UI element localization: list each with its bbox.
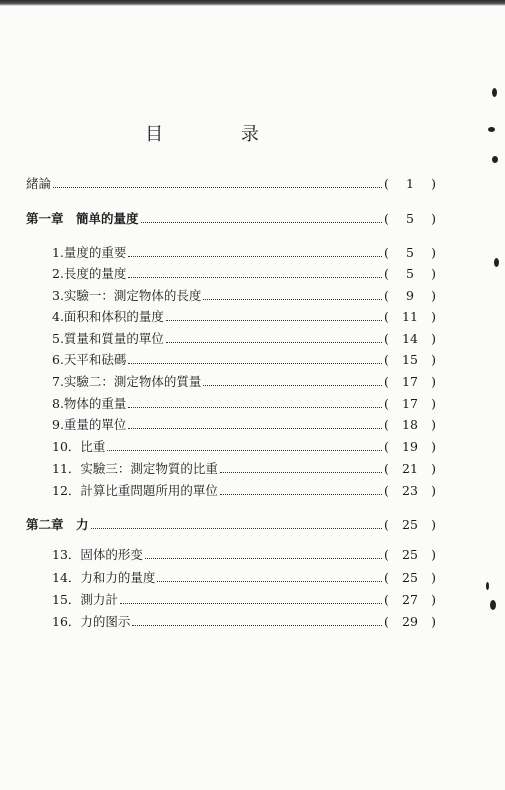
toc-page-ref <box>384 461 436 476</box>
page-number: 17 <box>402 374 418 389</box>
paren-close: ) <box>431 547 436 562</box>
paren-open: ( <box>384 417 389 432</box>
page-number: 14 <box>402 331 418 346</box>
dot-leader <box>203 376 382 386</box>
paren-open: ( <box>384 288 389 303</box>
dot-leader <box>128 247 382 257</box>
paren-close: ) <box>431 288 436 303</box>
page-number: 23 <box>402 483 418 498</box>
toc-entry <box>26 394 436 414</box>
toc-page-ref <box>384 211 436 226</box>
toc-entry <box>26 307 436 327</box>
paren-open: ( <box>384 517 389 532</box>
page-number: 19 <box>402 439 418 454</box>
scan-speck <box>492 156 498 163</box>
dot-leader <box>145 549 382 559</box>
toc-label: 1.量度的重要 <box>52 245 127 260</box>
toc-label: 9.重量的單位 <box>52 417 127 432</box>
toc-page-ref <box>384 176 436 191</box>
page-number: 25 <box>402 517 418 532</box>
paren-close: ) <box>431 517 436 532</box>
paren-close: ) <box>431 176 436 191</box>
paren-open: ( <box>384 352 389 367</box>
paren-open: ( <box>384 614 389 629</box>
page-number: 5 <box>406 211 414 226</box>
toc-entry <box>26 415 436 435</box>
paren-open: ( <box>384 570 389 585</box>
dot-leader <box>203 290 382 300</box>
toc-label: 8.物体的重量 <box>52 396 127 411</box>
paren-close: ) <box>431 352 436 367</box>
paren-close: ) <box>431 245 436 260</box>
paren-open: ( <box>384 374 389 389</box>
toc-label: 第一章 簡单的量度 <box>26 211 139 226</box>
page-number: 21 <box>402 461 418 476</box>
toc-entry <box>26 286 436 306</box>
paren-open: ( <box>384 309 389 324</box>
toc-entry <box>26 459 436 479</box>
page-number: 25 <box>402 570 418 585</box>
paren-close: ) <box>431 309 436 324</box>
paren-close: ) <box>431 483 436 498</box>
toc-page-ref <box>384 439 436 454</box>
page-number: 9 <box>406 288 414 303</box>
toc-entry <box>26 372 436 392</box>
dot-leader <box>120 594 382 604</box>
dot-leader <box>107 441 382 451</box>
toc-entry <box>26 329 436 349</box>
paren-open: ( <box>384 483 389 498</box>
toc-entry <box>26 568 436 588</box>
paren-open: ( <box>384 461 389 476</box>
toc-entry <box>26 264 436 284</box>
dot-leader <box>132 616 382 626</box>
toc-page-ref <box>384 331 436 346</box>
page-number: 5 <box>406 245 414 260</box>
toc-label: 11．实驗三：測定物質的比重 <box>52 461 218 476</box>
dot-leader <box>157 572 382 582</box>
toc-label: 5.質量和質量的單位 <box>52 331 164 346</box>
toc-entry <box>26 612 436 632</box>
toc-entry <box>26 545 436 565</box>
scan-speck <box>486 582 489 590</box>
dot-leader <box>220 463 382 473</box>
paren-close: ) <box>431 211 436 226</box>
paren-close: ) <box>431 417 436 432</box>
toc-label: 第二章 力 <box>26 517 89 532</box>
toc-entry <box>26 243 436 263</box>
page-title: 目 录 <box>145 124 295 145</box>
toc-label: 7.实驗二：測定物体的質量 <box>52 374 202 389</box>
toc-label: 6.天平和砝碼 <box>52 352 127 367</box>
toc-page-ref <box>384 592 436 607</box>
toc-label: 4.面积和体积的量度 <box>52 309 164 324</box>
paren-open: ( <box>384 396 389 411</box>
toc-page-ref <box>384 483 436 498</box>
paren-close: ) <box>431 592 436 607</box>
paren-open: ( <box>384 211 389 226</box>
toc-page-ref <box>384 288 436 303</box>
paren-open: ( <box>384 592 389 607</box>
paren-close: ) <box>431 570 436 585</box>
toc-page-ref <box>384 245 436 260</box>
scan-speck <box>490 600 496 610</box>
dot-leader <box>141 213 382 223</box>
toc-entry <box>26 437 436 457</box>
toc-entry <box>26 350 436 370</box>
scan-speck <box>488 127 495 132</box>
page-number: 11 <box>402 309 418 324</box>
toc-page-ref <box>384 614 436 629</box>
paren-close: ) <box>431 266 436 281</box>
paren-close: ) <box>431 439 436 454</box>
page-number: 17 <box>402 396 418 411</box>
scan-speck <box>494 258 499 267</box>
dot-leader <box>166 333 382 343</box>
scan-speck <box>492 88 497 97</box>
paren-close: ) <box>431 614 436 629</box>
paren-close: ) <box>431 374 436 389</box>
toc-page-ref <box>384 266 436 281</box>
paren-open: ( <box>384 176 389 191</box>
paren-close: ) <box>431 396 436 411</box>
paren-open: ( <box>384 331 389 346</box>
toc-page-ref <box>384 309 436 324</box>
page-number: 18 <box>402 417 418 432</box>
page-number: 27 <box>402 592 418 607</box>
toc-page-ref <box>384 396 436 411</box>
toc-entry <box>26 174 436 194</box>
toc-label: 15．測力計 <box>52 592 118 607</box>
dot-leader <box>128 354 382 364</box>
dot-leader <box>166 311 382 321</box>
page-number: 29 <box>402 614 418 629</box>
page-number: 25 <box>402 547 418 562</box>
paren-close: ) <box>431 331 436 346</box>
paren-close: ) <box>431 461 436 476</box>
toc-entry <box>26 481 436 501</box>
toc-entry <box>26 590 436 610</box>
toc-page-ref <box>384 374 436 389</box>
toc-label: 16．力的图示 <box>52 614 131 629</box>
toc-label: 2.長度的量度 <box>52 266 127 281</box>
page-number: 5 <box>406 266 414 281</box>
dot-leader <box>128 398 382 408</box>
dot-leader <box>91 519 382 529</box>
toc-page-ref <box>384 417 436 432</box>
toc-label: 13．固体的形变 <box>52 547 143 562</box>
toc-chapter <box>26 209 436 229</box>
dot-leader <box>53 178 382 188</box>
paren-open: ( <box>384 439 389 454</box>
toc-page-ref <box>384 570 436 585</box>
toc-label: 12．計算比重問題所用的單位 <box>52 483 218 498</box>
dot-leader <box>220 485 382 495</box>
paren-open: ( <box>384 266 389 281</box>
toc-label: 緒論 <box>26 176 52 191</box>
toc-page-ref <box>384 352 436 367</box>
top-edge-shadow <box>0 0 505 6</box>
paren-open: ( <box>384 245 389 260</box>
toc-label: 14．力和力的量度 <box>52 570 156 585</box>
toc-chapter <box>26 515 436 535</box>
toc-label: 10．比重 <box>52 439 106 454</box>
toc-page-ref <box>384 517 436 532</box>
toc-label: 3.实驗一：測定物体的長度 <box>52 288 202 303</box>
dot-leader <box>128 419 382 429</box>
toc-page-ref <box>384 547 436 562</box>
dot-leader <box>128 268 382 278</box>
page-number: 15 <box>402 352 418 367</box>
page-number: 1 <box>406 176 414 191</box>
paren-open: ( <box>384 547 389 562</box>
